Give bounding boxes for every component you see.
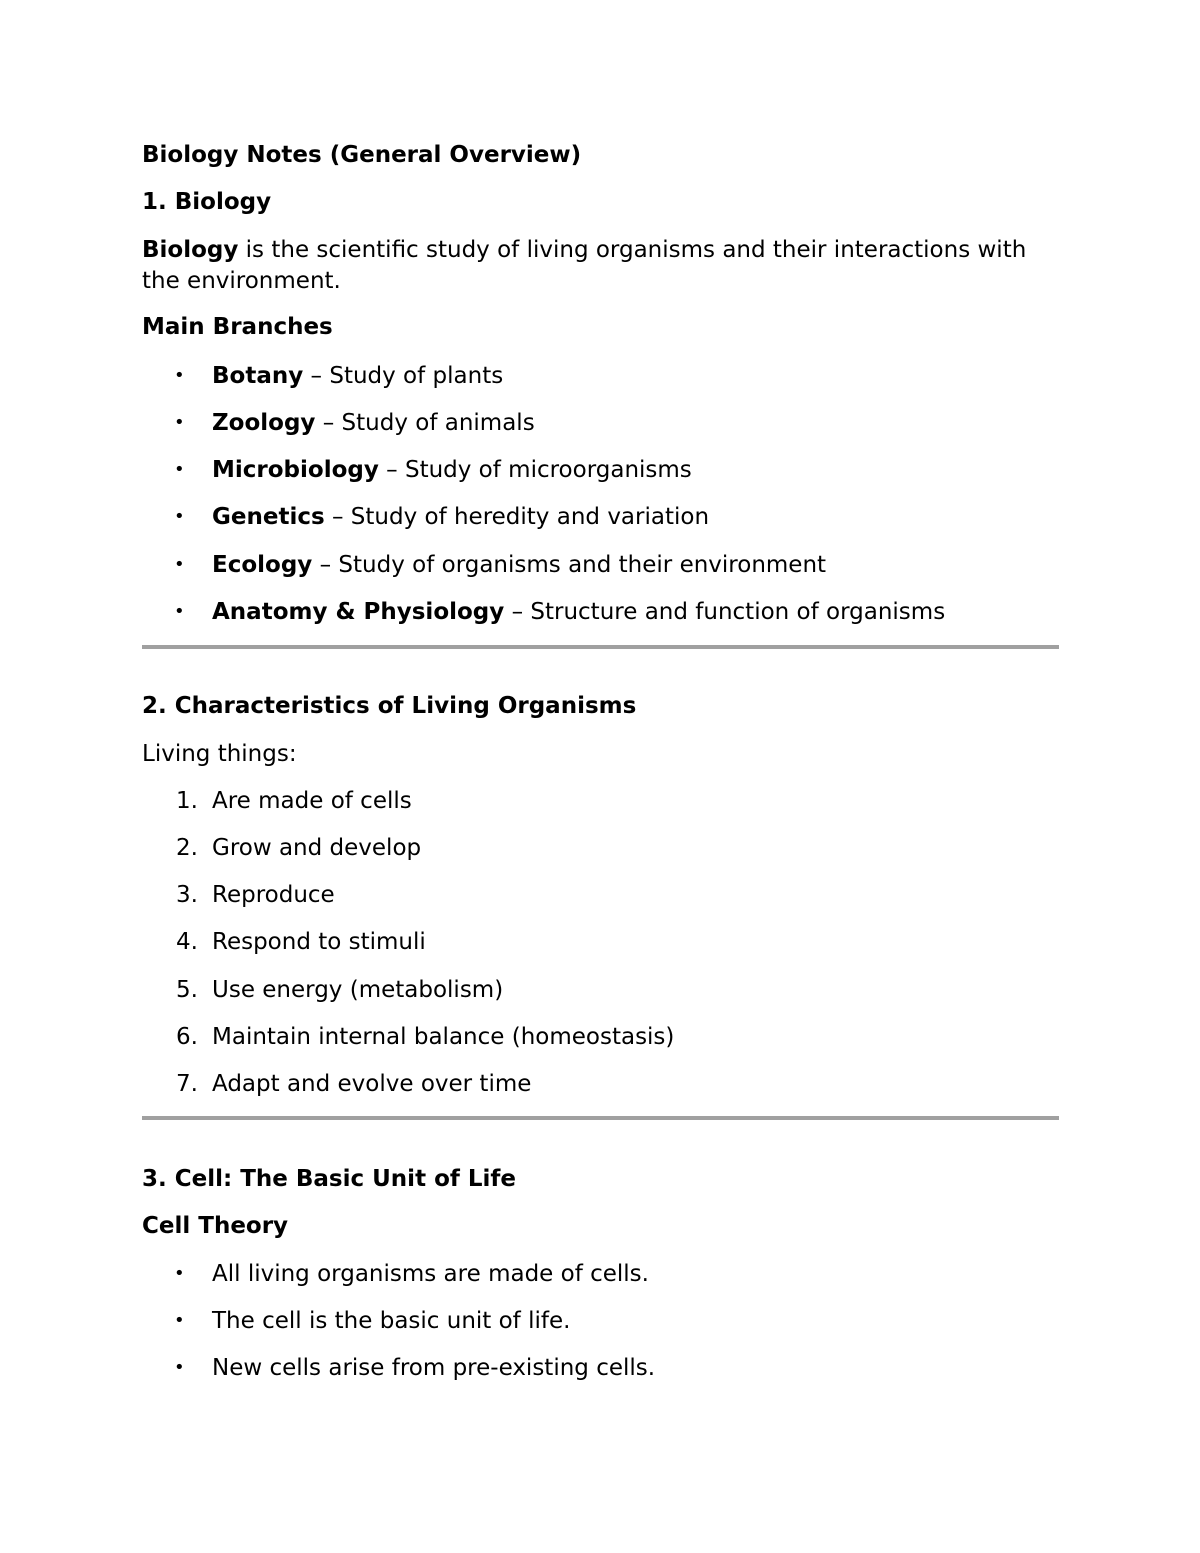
cell-theory-point: The cell is the basic unit of life. xyxy=(212,1308,571,1334)
branch-term: Anatomy & Physiology xyxy=(212,599,505,625)
section-3-heading: 3. Cell: The Basic Unit of Life xyxy=(142,1166,517,1192)
branch-term: Microbiology xyxy=(212,457,379,483)
list-number: 1. xyxy=(176,788,198,814)
bullet-icon: • xyxy=(174,601,185,622)
bullet-icon: • xyxy=(174,1357,185,1378)
definition-line-1: is the scientific study of living organisms and their interactions with xyxy=(238,237,1027,263)
list-number: 6. xyxy=(176,1024,198,1050)
branch-desc: – Study of animals xyxy=(315,410,535,436)
section-1-heading: 1. Biology xyxy=(142,189,272,215)
list-text: Grow and develop xyxy=(212,835,422,861)
main-branches-heading: Main Branches xyxy=(142,314,333,340)
branch-desc: – Study of microorganisms xyxy=(378,457,692,483)
branch-term: Ecology xyxy=(212,552,313,578)
branch-desc: – Study of plants xyxy=(303,363,504,389)
living-things-intro: Living things: xyxy=(142,741,297,767)
branch-desc: – Study of organisms and their environment xyxy=(312,552,827,578)
list-number: 3. xyxy=(176,882,198,908)
cell-theory-heading: Cell Theory xyxy=(142,1213,289,1239)
list-text: Use energy (metabolism) xyxy=(212,977,504,1003)
cell-theory-point: All living organisms are made of cells. xyxy=(212,1261,649,1287)
bullet-icon: • xyxy=(174,365,185,386)
bullet-icon: • xyxy=(174,459,185,480)
biology-definition xyxy=(142,235,1060,297)
bullet-icon: • xyxy=(174,554,185,575)
branch-term: Botany xyxy=(212,363,304,389)
bullet-icon: • xyxy=(174,506,185,527)
section-2-heading: 2. Characteristics of Living Organisms xyxy=(142,693,637,719)
section-divider xyxy=(142,1116,1059,1120)
list-number: 2. xyxy=(176,835,198,861)
list-text: Are made of cells xyxy=(212,788,412,814)
branch-desc: – Structure and function of organisms xyxy=(504,599,946,625)
list-number: 7. xyxy=(176,1071,198,1097)
document-title: Biology Notes (General Overview) xyxy=(142,142,582,168)
list-text: Maintain internal balance (homeostasis) xyxy=(212,1024,675,1050)
section-divider xyxy=(142,645,1059,649)
list-text: Respond to stimuli xyxy=(212,929,426,955)
bullet-icon: • xyxy=(174,412,185,433)
branch-term: Zoology xyxy=(212,410,316,436)
branch-desc: – Study of heredity and variation xyxy=(324,504,710,530)
bullet-icon: • xyxy=(174,1310,185,1331)
list-text: Adapt and evolve over time xyxy=(212,1071,532,1097)
bullet-icon: • xyxy=(174,1263,185,1284)
definition-term: Biology xyxy=(142,237,239,263)
list-number: 4. xyxy=(176,929,198,955)
branch-term: Genetics xyxy=(212,504,325,530)
cell-theory-point: New cells arise from pre-existing cells. xyxy=(212,1355,656,1381)
list-number: 5. xyxy=(176,977,198,1003)
list-text: Reproduce xyxy=(212,882,335,908)
definition-line-2: the environment. xyxy=(142,268,341,294)
